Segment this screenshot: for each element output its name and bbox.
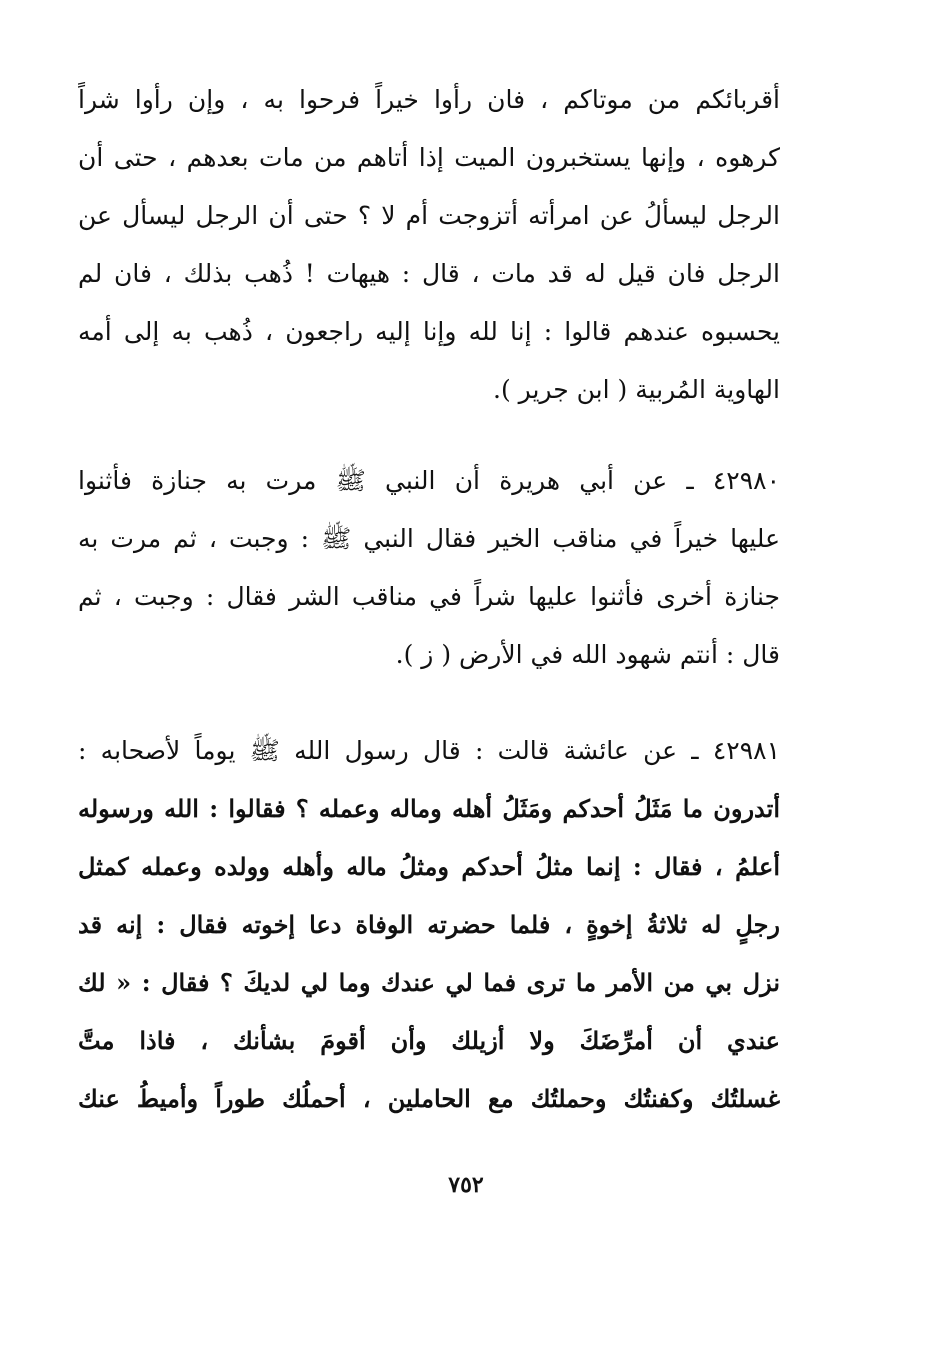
paragraph-hadith-42981 bbox=[78, 722, 780, 1128]
text-line: ٤٢٩٨٠ ـ عن أبي هريرة أن النبي ﷺ مرت به جنازة فأثنوا bbox=[78, 466, 780, 495]
text-line: عليها خيراً في مناقب الخير فقال النبي ﷺ : وجبت ، ثم مرت به bbox=[78, 524, 780, 553]
text-line: ٤٢٩٨١ ـ عن عائشة قالت : قال رسول الله ﷺ يوماً لأصحابه : bbox=[78, 736, 780, 765]
text-line: الرجل فان قيل له قد مات ، قال : هيهات ! ذُهب بذلك ، فان لم bbox=[78, 259, 780, 288]
text-line: يحسبوه عندهم قالوا : إنا لله وإنا إليه راجعون ، ذُهب به إلى أمه bbox=[78, 317, 780, 346]
text-line: قال : أنتم شهود الله في الأرض ( ز ). bbox=[395, 640, 780, 669]
paragraph-hadith-continuation bbox=[78, 71, 780, 419]
paragraph-hadith-42980 bbox=[78, 452, 780, 684]
page-number: ٧٥٢ bbox=[448, 1172, 484, 1198]
text-line: رجلٍ له ثلاثةُ إخوةٍ ، فلما حضرته الوفاة دعا إخوته فقال : إنه قد bbox=[78, 910, 780, 939]
text-line: عندي أن أمرِّضَكَ ولا أزيلك وأن أقومَ بشأنك ، فاذا متَّ bbox=[78, 1026, 780, 1055]
text-line: الرجل ليسألُ عن امرأته أتزوجت أم لا ؟ حتى أن الرجل ليسأل عن bbox=[78, 201, 780, 230]
text-line: كرهوه ، وإنها يستخبرون الميت إذا أتاهم من مات بعدهم ، حتى أن bbox=[78, 143, 780, 172]
text-line: جنازة أخرى فأثنوا عليها شراً في مناقب الشر فقال : وجبت ، ثم bbox=[78, 582, 780, 611]
text-line: نزل بي من الأمر ما ترى فما لي عندك وما لي لديكَ ؟ فقال : « لك bbox=[78, 968, 780, 997]
text-line: أعلمُ ، فقال : إنما مثلُ أحدكم ومثلُ ماله وأهله وولده وعمله كمثل bbox=[78, 852, 780, 881]
text-line: أقربائكم من موتاكم ، فان رأوا خيراً فرحوا به ، وإن رأوا شراً bbox=[78, 85, 780, 114]
text-line: الهاوية المُربية ( ابن جرير ). bbox=[493, 375, 780, 404]
text-line: غسلتُك وكفنتُك وحملتُك مع الحاملين ، أحملُك طوراً وأميطُ عنك bbox=[78, 1084, 780, 1113]
text-line: أتدرون ما مَثَلُ أحدكم ومَثَلُ أهله وماله وعمله ؟ فقالوا : الله ورسوله bbox=[78, 794, 780, 823]
